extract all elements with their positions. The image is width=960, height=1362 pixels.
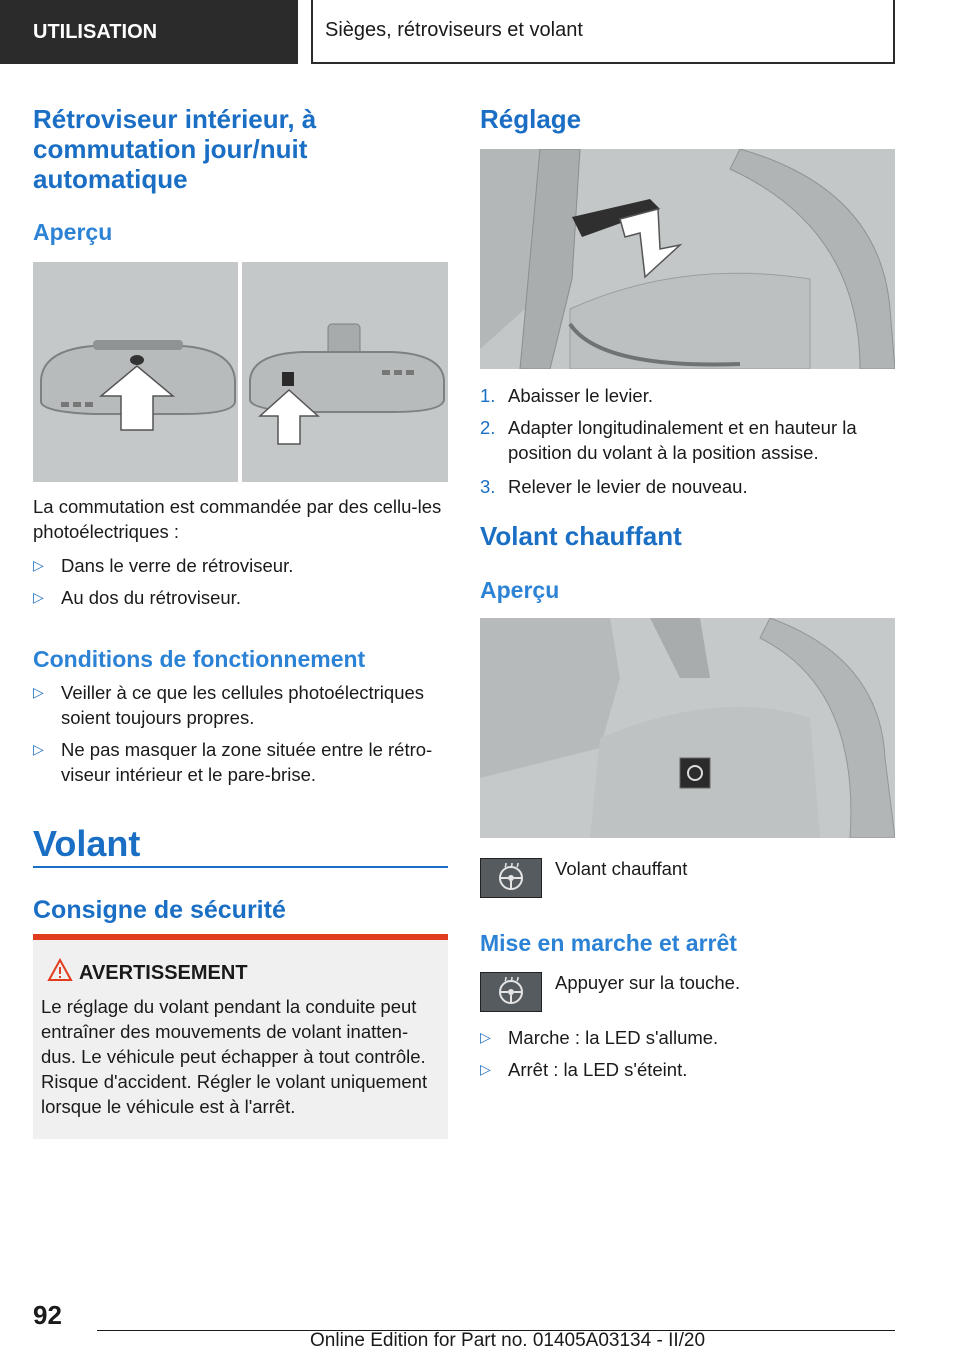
heated-steering-wheel-icon: [480, 858, 542, 898]
list-item: ▷ Dans le verre de rétroviseur.: [33, 555, 294, 576]
list-item: ▷ Veiller à ce que les cellules photoélectriques soient toujours propres.: [33, 682, 425, 728]
list-item: 3. Relever le levier de nouveau.: [480, 476, 748, 497]
list-item: 1. Abaisser le levier.: [480, 385, 653, 406]
steering-lever-illustration: [480, 149, 895, 369]
press-instruction: Appuyer sur la touche.: [555, 972, 741, 993]
mirror-back-photo: [242, 262, 448, 482]
triangle-bullet-icon: ▷: [480, 1061, 491, 1077]
list-item: ▷ Au dos du rétroviseur.: [33, 587, 241, 608]
volant-heading: Volant: [33, 823, 141, 864]
page-number: 92: [33, 1300, 62, 1330]
mirror-front-photo: [33, 262, 238, 482]
warning-title: AVERTISSEMENT: [41, 960, 440, 986]
heated-steering-wheel-icon: [480, 972, 542, 1012]
mirror-front-illustration: [33, 262, 238, 482]
chauffant-heading: Volant chauffant: [480, 521, 682, 551]
section-divider: [33, 866, 448, 868]
chapter-tab: Sièges, rétroviseurs et volant: [311, 0, 895, 64]
securite-heading: Consigne de sécurité: [33, 896, 286, 924]
list-item: ▷ Arrêt : la LED s'éteint.: [480, 1059, 688, 1080]
steering-lever-photo: [480, 149, 895, 369]
marche-heading: Mise en marche et arrêt: [480, 930, 737, 956]
mirror-section-title: Rétroviseur intérieur, à commutation jour/nuit automatique: [33, 104, 317, 194]
warning-triangle-icon: [47, 958, 73, 989]
warning-box: [33, 934, 448, 1139]
mirror-intro-text: La commutation est commandée par des cellu-les photoélectriques :: [33, 496, 442, 542]
section-tab: UTILISATION: [0, 0, 298, 64]
triangle-bullet-icon: ▷: [33, 741, 44, 757]
list-item: ▷ Marche : la LED s'allume.: [480, 1027, 719, 1048]
chauffant-apercu-heading: Aperçu: [480, 577, 560, 603]
reglage-heading: Réglage: [480, 104, 582, 134]
triangle-bullet-icon: ▷: [33, 557, 44, 573]
mirror-back-illustration: [242, 262, 448, 482]
footer-edition: Online Edition for Part no. 01405A03134 - II/20: [310, 1330, 706, 1351]
button-caption: Volant chauffant: [555, 858, 688, 879]
triangle-bullet-icon: ▷: [33, 684, 44, 700]
triangle-bullet-icon: ▷: [480, 1029, 491, 1045]
conditions-heading: Conditions de fonctionnement: [33, 646, 366, 672]
list-item: 2. Adapter longitudinalement et en hauteur la position du volant à la position assise.: [480, 417, 857, 463]
list-item: ▷ Ne pas masquer la zone située entre le rétro-viseur intérieur et le pare-brise.: [33, 739, 433, 785]
mirror-apercu-heading: Aperçu: [33, 219, 113, 245]
heated-wheel-photo: [480, 618, 895, 838]
heated-wheel-illustration: [480, 618, 895, 838]
triangle-bullet-icon: ▷: [33, 589, 44, 605]
warning-text: Le réglage du volant pendant la conduite peut entraîner des mouvements de volant inatten-dus. Le véhicule peut échapper à tout contrôle. Risque d'accident. Régler le volant uniquement lorsque le véhicule est à l'arrêt.: [41, 996, 428, 1117]
